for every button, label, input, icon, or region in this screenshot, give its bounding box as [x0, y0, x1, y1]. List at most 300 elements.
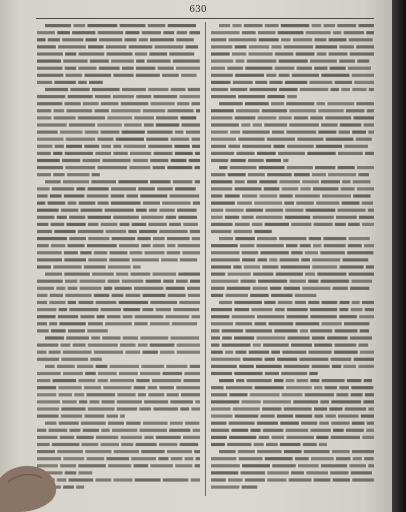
text-line-word [63, 372, 83, 375]
text-line-word [339, 60, 355, 63]
text-line-word [359, 216, 374, 219]
text-line-word [66, 74, 83, 77]
text-line-word [281, 38, 291, 41]
column-divider [205, 22, 206, 496]
text-line-word [128, 230, 137, 233]
text-line-word [96, 365, 108, 368]
text-line-word [265, 457, 293, 460]
text-line-word [295, 294, 317, 297]
text-line-word [211, 194, 222, 197]
text-line-word [351, 386, 373, 389]
text-line-word [37, 244, 49, 247]
text-line-word [64, 251, 78, 254]
text-line-word [148, 145, 172, 148]
text-line-word [108, 280, 120, 283]
text-line-word [225, 216, 239, 219]
text-line-word [300, 88, 329, 91]
text-line-word [229, 436, 256, 439]
text-line-word [314, 223, 333, 226]
text-line-word [37, 393, 56, 396]
text-line-word [367, 109, 374, 112]
text-line-word [349, 38, 373, 41]
text-line-word [104, 287, 112, 290]
text-line-word [49, 351, 61, 354]
text-line-word [277, 358, 297, 361]
text-line-word [87, 244, 117, 247]
text-line-word [297, 379, 309, 382]
text-line-word [90, 400, 100, 403]
text-line-word [341, 88, 350, 91]
text-line-word [122, 88, 146, 91]
text-line-word [191, 478, 200, 481]
text-line-word [235, 74, 264, 77]
text-line-word [222, 344, 251, 347]
text-line-word [211, 67, 225, 70]
text-line-word [238, 95, 265, 98]
text-line-word [279, 116, 292, 119]
text-line-word [360, 351, 374, 354]
text-line-word [113, 216, 139, 219]
text-line-word [138, 393, 146, 396]
text-line-word [247, 379, 272, 382]
text-line-word [211, 344, 220, 347]
text-line-word [291, 251, 303, 254]
text-line-word [98, 379, 108, 382]
text-line-word [366, 31, 374, 34]
text-line-word [101, 443, 120, 446]
text-line-word [344, 145, 368, 148]
text-line-word [138, 344, 148, 347]
text-line-word [255, 81, 267, 84]
text-line-word [37, 74, 63, 77]
text-line-word [211, 244, 238, 247]
text-line-word [264, 301, 275, 304]
text-line-word [309, 237, 322, 240]
text-line-word [171, 159, 187, 162]
text-line-word [335, 329, 358, 332]
text-line-word [257, 450, 282, 453]
text-line-word [242, 145, 271, 148]
text-line-word [122, 280, 144, 283]
text-line-word [88, 407, 115, 410]
text-line-word [317, 102, 326, 105]
text-line-word [307, 152, 336, 155]
text-line-word [37, 194, 48, 197]
text-line-word [113, 95, 134, 98]
text-line-word [81, 422, 106, 425]
text-line-word [79, 400, 87, 403]
text-line-word [235, 180, 245, 183]
text-line-word [305, 251, 318, 254]
text-line-word [271, 294, 293, 297]
text-line-word [171, 457, 183, 460]
text-line-word [284, 45, 313, 48]
text-line-word [62, 400, 77, 403]
text-line-word [68, 202, 77, 205]
text-line-word [302, 287, 330, 290]
text-line-word [37, 443, 50, 446]
text-line-word [314, 407, 327, 410]
text-line-word [61, 415, 83, 418]
text-line-word [312, 336, 325, 339]
text-line-word [178, 273, 200, 276]
text-line-word [279, 194, 293, 197]
text-line-word [297, 138, 323, 141]
text-line-word [225, 209, 243, 212]
text-line-word [182, 123, 201, 126]
text-line-word [173, 60, 200, 63]
text-line-word [167, 393, 179, 396]
text-line-word [286, 436, 314, 439]
text-line-word [333, 287, 348, 290]
text-line-word [65, 280, 77, 283]
text-line-word [150, 344, 175, 347]
text-line-word [211, 273, 225, 276]
text-line-word [211, 457, 236, 460]
text-line-word [211, 486, 239, 489]
text-line-word [188, 294, 200, 297]
text-line-word [350, 52, 374, 55]
text-line-word [369, 88, 374, 91]
text-line-word [37, 400, 60, 403]
text-line-word [365, 393, 374, 396]
text-line-word [297, 67, 312, 70]
text-line-word [66, 336, 89, 339]
text-line-word [253, 344, 261, 347]
text-line-word [116, 138, 144, 141]
text-line-word [123, 315, 133, 318]
text-line-word [85, 415, 105, 418]
text-line-word [51, 223, 65, 226]
text-line-word [235, 116, 256, 119]
text-line-word [170, 422, 183, 425]
text-line-word [320, 400, 329, 403]
text-line-word [66, 109, 92, 112]
text-line-word [150, 301, 177, 304]
text-line-word [87, 194, 109, 197]
text-line-word [296, 202, 314, 205]
text-line-word [230, 131, 240, 134]
text-line-word [331, 436, 360, 439]
text-line-word [278, 31, 304, 34]
text-line-word [154, 95, 178, 98]
text-line-word [132, 258, 159, 261]
text-line-word [186, 45, 199, 48]
text-line-word [267, 138, 295, 141]
text-line-word [167, 109, 193, 112]
text-line-word [78, 67, 96, 70]
text-line-word [211, 202, 235, 205]
text-line-word [264, 187, 280, 190]
text-line-word [48, 38, 60, 41]
text-line-word [37, 187, 50, 190]
text-line-word [136, 60, 145, 63]
text-line-word [134, 386, 146, 389]
text-line-word [249, 52, 273, 55]
text-column-right [211, 22, 374, 496]
text-line-word [54, 116, 76, 119]
text-line-word [162, 202, 191, 205]
text-line-word [332, 450, 350, 453]
text-line-word [119, 372, 138, 375]
text-line-word [282, 393, 303, 396]
text-line-word [37, 379, 50, 382]
text-line-word [88, 237, 109, 240]
text-line-word [352, 478, 374, 481]
text-line-word [37, 159, 60, 162]
text-line-word [312, 265, 337, 268]
text-line-word [280, 443, 301, 446]
text-line-word [131, 273, 151, 276]
text-line-word [286, 102, 314, 105]
text-line-word [259, 38, 279, 41]
text-line-word [339, 308, 348, 311]
text-line-word [171, 336, 200, 339]
text-line-word [158, 457, 168, 460]
text-line-word [54, 230, 75, 233]
text-line-word [255, 386, 284, 389]
text-line-word [133, 265, 141, 268]
text-line-word [99, 38, 122, 41]
text-line-word [107, 415, 119, 418]
text-line-word [359, 344, 369, 347]
text-line-word [237, 202, 252, 205]
text-line-word [286, 131, 316, 134]
text-line-word [286, 379, 295, 382]
text-line-word [211, 436, 227, 439]
text-line-word [211, 173, 226, 176]
text-line-word [92, 273, 114, 276]
text-line-word [211, 159, 228, 162]
text-line-word [61, 358, 88, 361]
text-line-word [219, 237, 233, 240]
text-line-word [121, 443, 133, 446]
text-line-word [258, 280, 287, 283]
text-line-word [211, 31, 240, 34]
text-line-word [76, 486, 84, 489]
text-line-word [366, 265, 374, 268]
text-line-word [183, 436, 200, 439]
text-line-word [263, 400, 291, 403]
text-line-word [84, 145, 99, 148]
text-line-word [211, 400, 239, 403]
text-line-word [45, 273, 62, 276]
text-line-word [282, 187, 299, 190]
text-line-word [45, 88, 68, 91]
text-line-word [239, 365, 254, 368]
text-line-word [245, 478, 265, 481]
text-line-word [90, 358, 102, 361]
text-line-word [301, 422, 317, 425]
text-line-word [242, 258, 255, 261]
text-line-word [176, 386, 200, 389]
text-line-word [364, 379, 372, 382]
text-line-word [331, 422, 350, 425]
text-line-word [150, 159, 168, 162]
text-line-word [136, 379, 149, 382]
text-line-word [296, 52, 315, 55]
text-line-word [108, 265, 131, 268]
text-line-word [94, 294, 110, 297]
text-line-word [175, 464, 192, 467]
text-line-word [228, 273, 251, 276]
text-line-word [167, 244, 175, 247]
text-line-word [250, 429, 260, 432]
text-line-word [78, 81, 87, 84]
text-line-word [143, 202, 160, 205]
text-line-word [229, 38, 257, 41]
text-line-word [354, 358, 374, 361]
text-line-word [105, 209, 134, 212]
text-line-word [349, 273, 374, 276]
text-line-word [163, 280, 174, 283]
text-line-word [78, 379, 95, 382]
text-line-word [192, 145, 200, 148]
text-line-word [286, 386, 312, 389]
text-line-word [88, 216, 112, 219]
text-line-word [87, 457, 105, 460]
text-line-word [300, 187, 310, 190]
text-line-word [262, 265, 278, 268]
text-line-word [193, 202, 200, 205]
text-line-word [272, 131, 284, 134]
text-line-word [140, 372, 160, 375]
text-line-word [280, 258, 300, 261]
text-line-word [338, 415, 359, 418]
text-line-word [335, 81, 353, 84]
text-line-word [228, 478, 243, 481]
text-line-word [317, 52, 327, 55]
text-line-word [284, 407, 312, 410]
text-line-word [190, 280, 200, 283]
text-line-word [37, 123, 67, 126]
text-line-word [339, 131, 350, 134]
text-line-word [79, 471, 93, 474]
text-line-word [211, 81, 231, 84]
text-line-word [327, 336, 348, 339]
text-line-word [353, 194, 371, 197]
text-line-word [139, 38, 148, 41]
text-line-word [244, 24, 263, 27]
text-line-word [231, 159, 246, 162]
text-line-word [314, 415, 323, 418]
text-line-word [37, 230, 52, 233]
text-line-word [103, 386, 131, 389]
text-line-word [69, 237, 86, 240]
text-line-word [102, 336, 120, 339]
text-line-word [187, 287, 200, 290]
text-line-word [76, 187, 85, 190]
text-line-word [106, 230, 126, 233]
text-line-word [102, 159, 130, 162]
text-line-word [166, 315, 190, 318]
text-line-word [310, 379, 319, 382]
text-line-word [134, 322, 148, 325]
text-line-word [235, 322, 252, 325]
text-line-word [211, 393, 227, 396]
text-line-word [211, 74, 233, 77]
text-line-word [345, 407, 366, 410]
text-line-word [69, 308, 98, 311]
text-line-word [356, 138, 372, 141]
text-line-word [107, 52, 133, 55]
text-line-word [211, 287, 225, 290]
text-line-word [69, 429, 80, 432]
text-line-word [193, 429, 200, 432]
text-line-word [179, 95, 200, 98]
text-line-word [242, 31, 256, 34]
text-line-word [266, 159, 281, 162]
text-line-word [340, 301, 350, 304]
text-line-word [211, 365, 237, 368]
text-line-word [262, 407, 281, 410]
text-line-word [295, 415, 312, 418]
text-line-word [349, 237, 370, 240]
text-line-word [57, 31, 70, 34]
text-line-word [242, 400, 261, 403]
text-line-word [156, 123, 180, 126]
text-line-word [95, 109, 109, 112]
text-line-word [162, 74, 179, 77]
text-line-word [310, 315, 337, 318]
text-line-word [53, 379, 77, 382]
text-line-word [85, 372, 96, 375]
text-line-word [136, 67, 156, 70]
text-line-word [258, 31, 276, 34]
text-line-word [253, 273, 273, 276]
text-line-word [120, 415, 125, 418]
text-line-word [135, 52, 147, 55]
text-line-word [242, 486, 258, 489]
text-line-word [37, 31, 55, 34]
text-line-word [151, 102, 175, 105]
text-line-word [270, 287, 282, 290]
text-line-word [362, 202, 373, 205]
text-line-word [211, 38, 226, 41]
text-line-word [254, 230, 271, 233]
text-line-word [250, 393, 280, 396]
text-line-word [140, 336, 168, 339]
text-line-word [108, 464, 131, 467]
text-line-word [50, 294, 63, 297]
text-line-word [286, 244, 298, 247]
text-line-word [78, 230, 104, 233]
text-line-word [368, 407, 374, 410]
text-line-word [180, 258, 197, 261]
text-line-word [177, 209, 197, 212]
text-line-word [57, 216, 67, 219]
text-line-word [81, 209, 103, 212]
text-line-word [344, 322, 369, 325]
text-line-word [101, 429, 109, 432]
text-line-word [331, 88, 340, 91]
text-line-word [364, 123, 375, 126]
text-line-word [142, 308, 153, 311]
text-line-word [134, 116, 154, 119]
text-line-word [83, 429, 99, 432]
text-line-word [37, 81, 52, 84]
text-line-word [85, 450, 111, 453]
text-line-word [310, 116, 323, 119]
text-line-word [82, 159, 100, 162]
text-line-word [53, 152, 62, 155]
text-line-word [96, 301, 117, 304]
text-line-word [88, 344, 118, 347]
text-line-word [180, 443, 199, 446]
text-line-word [92, 173, 100, 176]
text-line-word [339, 45, 354, 48]
text-line-word [73, 344, 86, 347]
